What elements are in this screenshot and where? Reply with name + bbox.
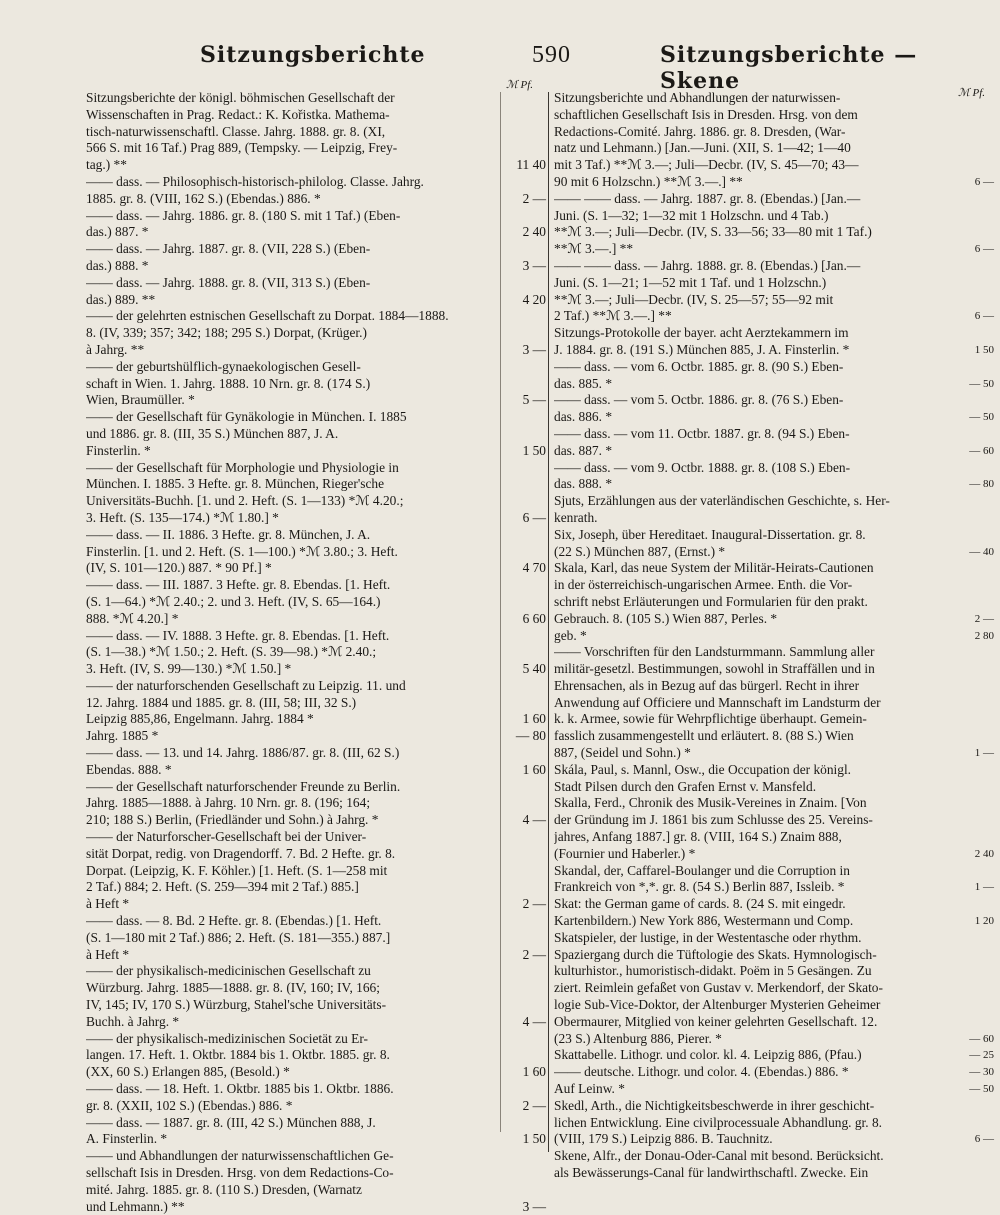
price-cell: [506, 1115, 546, 1132]
price-cell: [958, 292, 994, 309]
price-cell: [958, 762, 994, 779]
text-line: Obermaurer, Mitglied von keiner gelehrten Gesellschaft. 12.: [554, 1013, 878, 1029]
price-cell: [958, 1098, 994, 1115]
price-cell: 2 80: [974, 629, 994, 642]
text-line: tisch-naturwissenschaftl. Classe. Jahrg. 1888. gr. 8. (XI,: [86, 123, 386, 139]
price-cell: [506, 140, 546, 157]
text-line: München. I. 1885. 3 Hefte. gr. 8. München, Rieger'sche: [86, 476, 385, 492]
text-line: Skala, Karl, das neue System der Militär-Heirats-Cautionen: [554, 560, 874, 576]
text-line: —— der Gesellschaft für Gynäkologie in München. I. 1885: [86, 409, 407, 425]
price-cell: [506, 174, 546, 191]
price-cell: [506, 527, 546, 544]
text-line: logie Sub-Vice-Doktor, der Altenburger Mysterien Geheimer: [554, 997, 881, 1013]
currency-header-right: ℳ Pf.: [958, 87, 986, 99]
text-line: Würzburg. Jahrg. 1885—1888. gr. 8. (IV, 160; IV, 166;: [86, 980, 380, 996]
text-line: Six, Joseph, über Hereditaet. Inaugural-Dissertation. gr. 8.: [554, 526, 866, 542]
price-cell: [506, 376, 546, 393]
price-cell: [958, 527, 994, 544]
price-cell: [958, 107, 994, 124]
price-cell: [506, 359, 546, 376]
price-cell: [506, 644, 546, 661]
price-cell: [506, 1081, 546, 1098]
price-cell: [958, 678, 994, 695]
price-cell: 11 40: [516, 157, 546, 173]
text-line: **ℳ 3.—; Juli—Decbr. (IV, S. 33—56; 33—80 mit 1 Taf.): [554, 224, 872, 240]
price-cell: [958, 275, 994, 292]
text-line: —— dass. — II. 1886. 3 Hefte. gr. 8. München, J. A.: [86, 526, 371, 542]
price-cell: [958, 1115, 994, 1132]
price-cell: [506, 913, 546, 930]
price-cell: — 25: [969, 1049, 994, 1062]
text-line: —— dass. — vom 9. Octbr. 1888. gr. 8. (108 S.) Eben-: [554, 459, 851, 475]
price-cell: 6 —: [974, 310, 994, 323]
price-cell: 1 60: [522, 761, 546, 777]
text-line: (IV, S. 101—120.) 887. * 90 Pf.] *: [86, 560, 272, 576]
price-cell: [506, 1047, 546, 1064]
text-line: Ebendas. 888. *: [86, 761, 172, 777]
text-line: mit 3 Taf.) **ℳ 3.—; Juli—Decbr. (IV, S. 45—70; 43—: [554, 157, 859, 173]
price-cell: 2 —: [974, 612, 994, 625]
text-line: 888. *ℳ 4.20.] *: [86, 610, 179, 626]
text-line: J. 1884. gr. 8. (191 S.) München 885, J. A. Finsterlin. *: [554, 341, 850, 357]
text-line: —— dass. — 13. und 14. Jahrg. 1886/87. gr. 8. (III, 62 S.): [86, 745, 400, 761]
price-cell: [958, 896, 994, 913]
text-line: das. 886. *: [554, 409, 613, 425]
text-line: fasslich zusammengestellt und erläutert. 8. (88 S.) Wien: [554, 728, 854, 744]
text-line: tag.) **: [86, 157, 127, 173]
page-number: 590: [532, 42, 571, 68]
text-line: das. 888. *: [554, 476, 613, 492]
text-line: (XX, 60 S.) Erlangen 885, (Besold.) *: [86, 1064, 290, 1080]
price-cell: [506, 493, 546, 510]
price-cell: 6 —: [974, 1133, 994, 1146]
text-line: Wissenschaften in Prag. Redact.: K. Kořistka. Mathema-: [86, 106, 390, 122]
text-line: Skála, Paul, s. Mannl, Osw., die Occupation der königl.: [554, 761, 852, 777]
price-cell: [958, 728, 994, 745]
text-line: Jahrg. 1885—1888. à Jahrg. 10 Nrn. gr. 8. (196; 164;: [86, 795, 371, 811]
price-cell: 4 —: [522, 812, 546, 828]
text-line: —— der physikalisch-medizinischen Societät zu Er-: [86, 1030, 368, 1046]
text-line: Sitzungsberichte der königl. böhmischen Gesellschaft der: [86, 90, 395, 105]
price-cell: 3 —: [522, 1198, 546, 1214]
text-line: jahres, Anfang 1887.] gr. 8. (VIII, 164 S.) Znaim 888,: [554, 829, 842, 845]
price-cell: [506, 275, 546, 292]
text-line: schrift nebst Erläuterungen und Formularien für den prakt.: [554, 593, 868, 609]
text-line: —— der naturforschenden Gesellschaft zu Leipzig. 11. und: [86, 677, 406, 693]
price-cell: [506, 208, 546, 225]
text-line: ziert. Reimlein gefaßet von Gustav v. Merkendorf, der Skato-: [554, 980, 883, 996]
price-cell: [958, 224, 994, 241]
text-line: 1885. gr. 8. (VIII, 162 S.) (Ebendas.) 886. *: [86, 190, 321, 206]
text-line: Jahrg. 1885 *: [86, 728, 159, 744]
price-cell: [958, 460, 994, 477]
price-cell: [506, 1148, 546, 1165]
text-line: der Gründung im J. 1861 bis zum Schlusse des 25. Vereins-: [554, 812, 873, 828]
text-line: Auf Leinw. *: [554, 1081, 625, 1097]
price-cell: [506, 997, 546, 1014]
price-cell: [958, 392, 994, 409]
text-line: kulturhistor., humoristisch-didakt. Poëm in 5 Gesängen. Zu: [554, 963, 872, 979]
text-line: 566 S. mit 16 Taf.) Prag 889, (Tempsky. — Leipzig, Frey-: [86, 140, 398, 156]
text-line: —— dass. — IV. 1888. 3 Hefte. gr. 8. Ebendas. [1. Heft.: [86, 627, 390, 643]
text-line: als Bewässerungs-Canal für landwirthschaftl. Zwecke. Ein: [554, 1165, 869, 1180]
text-line: und Lehmann.) **: [86, 1198, 185, 1214]
price-cell: [506, 628, 546, 645]
text-line: Dorpat. (Leipzig, K. F. Köhler.) [1. Heft. (S. 1—258 mit: [86, 862, 388, 878]
price-cell: [958, 947, 994, 964]
text-line: Wien, Braumüller. *: [86, 392, 195, 408]
text-line: geb. *: [554, 627, 587, 643]
price-cell: [506, 107, 546, 124]
left-column: [86, 90, 532, 1215]
text-line: kenrath.: [554, 509, 598, 525]
text-line: Kartenbildern.) New York 886, Westermann und Comp.: [554, 913, 854, 929]
text-line: —— der geburtshülflich-gynaekologischen Gesell-: [86, 358, 361, 374]
price-cell: [506, 779, 546, 796]
text-line: A. Finsterlin. *: [86, 1131, 168, 1147]
text-line: 2 Taf.) **ℳ 3.—.] **: [554, 308, 672, 324]
text-line: —— —— dass. — Jahrg. 1887. gr. 8. (Ebendas.) [Jan.—: [554, 190, 861, 206]
text-line: 3. Heft. (IV, S. 99—130.) *ℳ 1.50.] *: [86, 661, 292, 677]
price-cell: [506, 544, 546, 561]
price-cell: 1 —: [974, 881, 994, 894]
price-cell: — 60: [969, 1032, 994, 1045]
text-line: k. k. Armee, sowie für Wehrpflichtige überhaupt. Gemein-: [554, 711, 867, 727]
price-cell: [958, 963, 994, 980]
price-cell: [506, 409, 546, 426]
text-line: (22 S.) München 887, (Ernst.) *: [554, 543, 726, 559]
text-line: das.) 889. **: [86, 291, 156, 307]
price-cell: 5 —: [522, 392, 546, 408]
text-line: —— dass. — Jahrg. 1887. gr. 8. (VII, 228 S.) (Eben-: [86, 241, 371, 257]
text-line: Redactions-Comité. Jahrg. 1886. gr. 8. Dresden, (War-: [554, 123, 846, 139]
text-line: **ℳ 3.—; Juli—Decbr. (IV, S. 25—57; 55—92 mit: [554, 291, 834, 307]
text-line: Juni. (S. 1—21; 1—52 mit 1 Taf. und 1 Holzschn.): [554, 274, 827, 290]
text-line: mité. Jahrg. 1885. gr. 8. (110 S.) Dresden, (Warnatz: [86, 1181, 362, 1197]
text-line: das.) 888. *: [86, 257, 149, 273]
text-line: 887, (Seidel und Sohn.) *: [554, 745, 691, 761]
text-line: (S. 1—64.) *ℳ 2.40.; 2. und 3. Heft. (IV, S. 65—164.): [86, 593, 381, 609]
text-line: militär-gesetzl. Bestimmungen, sowohl in Straffällen und in: [554, 661, 875, 677]
price-cell: [506, 124, 546, 141]
price-cell: 2 —: [522, 190, 546, 206]
price-cell: 5 40: [522, 661, 546, 677]
price-cell: [506, 930, 546, 947]
price-cell: [506, 476, 546, 493]
price-cell: 2 40: [522, 224, 546, 240]
price-cell: [506, 963, 546, 980]
price-cell: [506, 980, 546, 997]
text-line: —— und Abhandlungen der naturwissenschaftlichen Ge-: [86, 1148, 394, 1164]
text-line: —— der Naturforscher-Gesellschaft bei der Univer-: [86, 829, 367, 845]
text-line: sellschaft Isis in Dresden. Hrsg. von dem Redactions-Co-: [86, 1165, 394, 1180]
price-cell: [506, 1182, 546, 1199]
text-line: Anwendung auf Officiere und Mannschaft im Landsturm der: [554, 694, 881, 710]
text-line: —— dass. — Philosophisch-historisch-philolog. Classe. Jahrg.: [86, 173, 424, 189]
price-cell: 3 —: [522, 257, 546, 273]
text-line: 8. (IV, 339; 357; 342; 188; 295 S.) Dorpat, (Krüger.): [86, 325, 367, 341]
price-cell: 2 —: [522, 1097, 546, 1113]
price-cell: 1 20: [974, 915, 994, 928]
price-cell: 1 60: [522, 1064, 546, 1080]
text-line: das. 887. *: [554, 442, 613, 458]
price-cell: [506, 594, 546, 611]
price-cell: [958, 426, 994, 443]
text-line: IV, 145; IV, 170 S.) Würzburg, Stahel'sche Universitäts-: [86, 997, 387, 1013]
text-line: 3. Heft. (S. 135—174.) *ℳ 1.80.] *: [86, 509, 279, 525]
price-cell: [958, 208, 994, 225]
text-line: Spaziergang durch die Tüftologie des Skats. Hymnologisch-: [554, 946, 877, 962]
text-line: Skat: the German game of cards. 8. (24 S. mit eingedr.: [554, 896, 846, 912]
price-cell: [506, 1165, 546, 1182]
price-cell: 1 —: [974, 747, 994, 760]
currency-header-left: ℳ Pf.: [506, 79, 534, 91]
price-cell: 2 —: [522, 946, 546, 962]
text-line: Universitäts-Buchh. [1. und 2. Heft. (S. 1—133) *ℳ 4.20.;: [86, 493, 404, 509]
text-line: à Heft *: [86, 946, 130, 962]
text-line: das. 885. *: [554, 375, 613, 391]
text-line: (Fournier und Haberler.) *: [554, 845, 696, 861]
price-cell: [506, 460, 546, 477]
text-line: Leipzig 885,86, Engelmann. Jahrg. 1884 *: [86, 711, 314, 727]
price-cell: [958, 510, 994, 527]
text-line: —— —— dass. — Jahrg. 1888. gr. 8. (Ebendas.) [Jan.—: [554, 257, 861, 273]
price-cell: [958, 594, 994, 611]
price-cell: [506, 863, 546, 880]
text-line: lichen Entwicklung. Eine civilprocessuale Abhandlung. gr. 8.: [554, 1114, 882, 1130]
price-cell: [958, 258, 994, 275]
price-cell: [958, 124, 994, 141]
price-cell: [958, 863, 994, 880]
text-line: (VIII, 179 S.) Leipzig 886. B. Tauchnitz.: [554, 1131, 773, 1147]
price-cell: [958, 577, 994, 594]
price-cell: [958, 157, 994, 174]
price-cell: — 50: [969, 411, 994, 424]
text-line: Finsterlin. [1. und 2. Heft. (S. 1—100.) *ℳ 3.80.; 3. Heft.: [86, 543, 398, 559]
price-cell: 1 50: [974, 343, 994, 356]
price-cell: 4 —: [522, 1013, 546, 1029]
running-head-left: Sitzungsberichte: [200, 42, 426, 68]
text-line: —— der Gesellschaft für Morphologie und Physiologie in: [86, 459, 399, 475]
text-line: Buchh. à Jahrg. *: [86, 1013, 180, 1029]
text-line: Skattabelle. Lithogr. und color. kl. 4. Leipzig 886, (Pfau.): [554, 1047, 862, 1063]
text-line: **ℳ 3.—.] **: [554, 241, 634, 257]
text-line: (S. 1—180 mit 2 Taf.) 886; 2. Heft. (S. 181—355.) 887.]: [86, 929, 391, 945]
price-cell: [506, 745, 546, 762]
price-cell: [958, 644, 994, 661]
price-cell: 1 50: [522, 1131, 546, 1147]
text-line: schaft in Wien. 1. Jahrg. 1888. 10 Nrn. gr. 8. (174 S.): [86, 375, 371, 391]
text-line: —— dass. — vom 11. Octbr. 1887. gr. 8. (94 S.) Eben-: [554, 425, 850, 441]
price-cell: [958, 829, 994, 846]
text-line: —— der Gesellschaft naturforschender Freunde zu Berlin.: [86, 778, 401, 794]
text-line: schaftlichen Gesellschaft Isis in Dresden. Hrsg. von dem: [554, 106, 858, 122]
price-cell: — 40: [969, 545, 994, 558]
price-cell: [506, 1031, 546, 1048]
text-line: Skalla, Ferd., Chronik des Musik-Vereines in Znaim. [Von: [554, 795, 867, 811]
price-cell: 4 70: [522, 560, 546, 576]
price-cell: [506, 90, 546, 107]
price-cell: [958, 812, 994, 829]
price-cell: 6 60: [522, 610, 546, 626]
price-cell: [958, 90, 994, 107]
text-line: gr. 8. (XXII, 102 S.) (Ebendas.) 886. *: [86, 1097, 293, 1113]
text-line: Skatspieler, der lustige, in der Westentasche oder rhythm.: [554, 929, 862, 945]
text-line: Juni. (S. 1—32; 1—32 mit 1 Holzschn. und 4 Tab.): [554, 207, 829, 223]
price-cell: [506, 426, 546, 443]
left-price-column: [506, 90, 546, 1215]
price-cell: [958, 930, 994, 947]
text-line: 12. Jahrg. 1884 und 1885. gr. 8. (III, 58; III, 32 S.): [86, 694, 357, 710]
price-cell: [958, 711, 994, 728]
price-cell: [958, 795, 994, 812]
text-line: Sitzungs-Protokolle der bayer. acht Aerztekammern im: [554, 325, 849, 341]
text-line: à Heft *: [86, 896, 130, 912]
price-cell: 3 —: [522, 341, 546, 357]
text-line: 90 mit 6 Holzschn.) **ℳ 3.—.] **: [554, 173, 743, 189]
text-line: —— der gelehrten estnischen Gesellschaft zu Dorpat. 1884—1888.: [86, 308, 449, 324]
price-cell: 6 —: [522, 509, 546, 525]
text-line: Gebrauch. 8. (105 S.) Wien 887, Perles. *: [554, 610, 778, 626]
text-line: —— dass. — 1887. gr. 8. (III, 42 S.) München 888, J.: [86, 1114, 376, 1130]
price-cell: [506, 695, 546, 712]
text-line: langen. 17. Heft. 1. Oktbr. 1884 bis 1. Oktbr. 1885. gr. 8.: [86, 1047, 390, 1063]
price-cell: 1 60: [522, 711, 546, 727]
price-cell: [506, 795, 546, 812]
running-head-right: Sitzungsberichte — Skene: [660, 42, 918, 94]
column-divider: [548, 92, 549, 1152]
price-cell: [506, 241, 546, 258]
price-cell: [958, 191, 994, 208]
price-cell: [506, 829, 546, 846]
right-price-column: [958, 90, 994, 1182]
text-line: natz und Lehmann.) [Jan.—Juni. (XII, S. 1—42; 1—40: [554, 140, 851, 156]
text-line: Sitzungsberichte und Abhandlungen der naturwissen-: [554, 90, 841, 105]
price-cell: [958, 779, 994, 796]
price-cell: [506, 577, 546, 594]
text-line: Sjuts, Erzählungen aus der vaterländischen Geschichte, s. Her-: [554, 493, 890, 509]
price-cell: — 80: [515, 728, 546, 744]
price-cell: [958, 1148, 994, 1165]
price-cell: — 50: [969, 377, 994, 390]
text-line: 210; 188 S.) Berlin, (Friedländer und Sohn.) à Jahrg. *: [86, 812, 379, 828]
price-cell: 6 —: [974, 243, 994, 256]
text-line: das.) 887. *: [86, 224, 149, 240]
price-cell: [958, 140, 994, 157]
price-cell: 4 20: [522, 291, 546, 307]
text-line: 2 Taf.) 884; 2. Heft. (S. 259—394 mit 2 Taf.) 885.]: [86, 879, 359, 895]
text-line: —— deutsche. Lithogr. und color. 4. (Ebendas.) 886. *: [554, 1064, 849, 1080]
price-cell: [958, 359, 994, 376]
price-cell: [958, 1014, 994, 1031]
right-column: [554, 90, 972, 1182]
price-cell: [506, 879, 546, 896]
text-line: —— Vorschriften für den Landsturmmann. Sammlung aller: [554, 644, 875, 660]
text-line: Skene, Alfr., der Donau-Oder-Canal mit besond. Berücksicht.: [554, 1148, 884, 1164]
text-line: und 1886. gr. 8. (III, 35 S.) München 887, J. A.: [86, 425, 339, 441]
price-cell: 1 50: [522, 442, 546, 458]
text-line: —— dass. — Jahrg. 1886. gr. 8. (180 S. mit 1 Taf.) (Eben-: [86, 207, 401, 223]
text-line: —— dass. — 8. Bd. 2 Hefte. gr. 8. (Ebendas.) [1. Heft.: [86, 913, 382, 929]
price-cell: [958, 661, 994, 678]
text-line: Frankreich von *,*. gr. 8. (54 S.) Berlin 887, Issleib. *: [554, 879, 845, 895]
price-cell: [958, 997, 994, 1014]
price-cell: — 50: [969, 1083, 994, 1096]
text-line: —— dass. — vom 6. Octbr. 1885. gr. 8. (90 S.) Eben-: [554, 358, 844, 374]
price-cell: [958, 980, 994, 997]
price-cell: [958, 1165, 994, 1182]
price-cell: 2 40: [974, 847, 994, 860]
text-line: (23 S.) Altenburg 886, Pierer. *: [554, 1030, 722, 1046]
price-cell: — 80: [969, 478, 994, 491]
text-line: Finsterlin. *: [86, 442, 151, 458]
text-line: —— dass. — vom 5. Octbr. 1886. gr. 8. (76 S.) Eben-: [554, 392, 844, 408]
text-line: Skandal, der, Caffarel-Boulanger und die Corruption in: [554, 862, 850, 878]
text-line: in der österreichisch-ungarischen Armee. Enth. die Vor-: [554, 577, 853, 593]
text-line: à Jahrg. **: [86, 341, 145, 357]
price-cell: [506, 325, 546, 342]
price-cell: [958, 560, 994, 577]
text-line: sität Dorpat, redig. von Dragendorff. 7. Bd. 2 Hefte. gr. 8.: [86, 845, 396, 861]
price-cell: [958, 493, 994, 510]
text-line: —— dass. — 18. Heft. 1. Oktbr. 1885 bis 1. Oktbr. 1886.: [86, 1081, 394, 1097]
price-cell: [506, 308, 546, 325]
text-line: Stadt Pilsen durch den Grafen Ernst v. Mansfeld.: [554, 778, 817, 794]
text-line: Ehrensachen, als in Bezug auf das bürgerl. Recht in ihrer: [554, 677, 860, 693]
text-line: —— dass. — Jahrg. 1888. gr. 8. (VII, 313 S.) (Eben-: [86, 274, 371, 290]
text-line: —— der physikalisch-medicinischen Gesellschaft zu: [86, 963, 371, 979]
text-line: (S. 1—38.) *ℳ 1.50.; 2. Heft. (S. 39—98.) *ℳ 2.40.;: [86, 644, 377, 660]
price-cell: [506, 678, 546, 695]
price-cell: — 60: [969, 444, 994, 457]
price-cell: 6 —: [974, 175, 994, 188]
text-line: Skedl, Arth., die Nichtigkeitsbeschwerde in ihrer geschicht-: [554, 1097, 875, 1113]
price-cell: — 30: [969, 1066, 994, 1079]
price-cell: [958, 325, 994, 342]
price-cell: [958, 695, 994, 712]
price-cell: [506, 846, 546, 863]
text-line: —— dass. — III. 1887. 3 Hefte. gr. 8. Ebendas. [1. Heft.: [86, 577, 391, 593]
price-cell: 2 —: [522, 896, 546, 912]
